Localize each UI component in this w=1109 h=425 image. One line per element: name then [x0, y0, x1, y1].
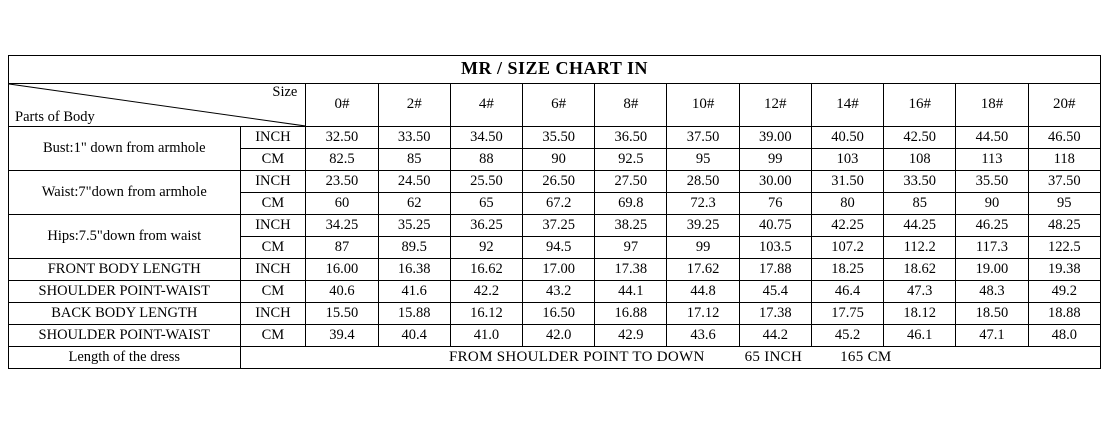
cell-front-inch-7: 18.25 — [811, 259, 883, 281]
table-row — [9, 171, 1101, 193]
cell-front-inch-3: 17.00 — [523, 259, 595, 281]
cell-front-cm-8: 47.3 — [884, 281, 956, 303]
cell-front-inch-9: 19.00 — [956, 259, 1028, 281]
cell-front-cm-5: 44.8 — [667, 281, 739, 303]
cell-back-inch-5: 17.12 — [667, 303, 739, 325]
header-corner-cell — [9, 84, 306, 127]
cell-hips-inch-5: 39.25 — [667, 215, 739, 237]
cell-bust-inch-10: 46.50 — [1028, 127, 1100, 149]
cell-hips-cm-9: 117.3 — [956, 237, 1028, 259]
cell-bust-cm-0: 82.5 — [306, 149, 378, 171]
row-label-waist: Waist:7"down from armhole — [9, 171, 241, 215]
cell-back-cm-4: 42.9 — [595, 325, 667, 347]
cell-hips-inch-9: 46.25 — [956, 215, 1028, 237]
column-header-size-6: 12# — [739, 84, 811, 127]
cell-back-inch-8: 18.12 — [884, 303, 956, 325]
cell-back-cm-9: 47.1 — [956, 325, 1028, 347]
cell-bust-inch-4: 36.50 — [595, 127, 667, 149]
row-label-front-body-length-line1: FRONT BODY LENGTH — [9, 259, 241, 281]
cell-hips-inch-3: 37.25 — [523, 215, 595, 237]
cell-waist-cm-0: 60 — [306, 193, 378, 215]
cell-hips-cm-0: 87 — [306, 237, 378, 259]
cell-back-cm-0: 39.4 — [306, 325, 378, 347]
cell-hips-inch-7: 42.25 — [811, 215, 883, 237]
cell-waist-cm-6: 76 — [739, 193, 811, 215]
row-unit-waist-cm: CM — [240, 193, 306, 215]
cell-bust-inch-3: 35.50 — [523, 127, 595, 149]
table-row — [9, 325, 1101, 347]
cell-back-cm-6: 44.2 — [739, 325, 811, 347]
row-unit-back-cm: CM — [240, 325, 306, 347]
cell-front-inch-8: 18.62 — [884, 259, 956, 281]
cell-back-inch-7: 17.75 — [811, 303, 883, 325]
cell-front-cm-0: 40.6 — [306, 281, 378, 303]
row-unit-bust-inch: INCH — [240, 127, 306, 149]
cell-front-inch-5: 17.62 — [667, 259, 739, 281]
row-unit-front-inch: INCH — [240, 259, 306, 281]
cell-back-inch-2: 16.12 — [450, 303, 522, 325]
cell-waist-inch-5: 28.50 — [667, 171, 739, 193]
row-unit-hips-inch: INCH — [240, 215, 306, 237]
cell-back-inch-9: 18.50 — [956, 303, 1028, 325]
cell-bust-cm-1: 85 — [378, 149, 450, 171]
cell-front-cm-7: 46.4 — [811, 281, 883, 303]
cell-bust-cm-2: 88 — [450, 149, 522, 171]
column-header-size-8: 16# — [884, 84, 956, 127]
cell-back-inch-1: 15.88 — [378, 303, 450, 325]
cell-hips-cm-1: 89.5 — [378, 237, 450, 259]
cell-bust-inch-0: 32.50 — [306, 127, 378, 149]
cell-back-cm-3: 42.0 — [523, 325, 595, 347]
cell-bust-inch-2: 34.50 — [450, 127, 522, 149]
column-header-size-5: 10# — [667, 84, 739, 127]
footer-label: Length of the dress — [9, 347, 241, 369]
cell-waist-inch-10: 37.50 — [1028, 171, 1100, 193]
cell-waist-inch-1: 24.50 — [378, 171, 450, 193]
cell-front-cm-3: 43.2 — [523, 281, 595, 303]
column-header-size-2: 4# — [450, 84, 522, 127]
column-header-size-1: 2# — [378, 84, 450, 127]
column-header-size-4: 8# — [595, 84, 667, 127]
table-row — [9, 303, 1101, 325]
cell-back-cm-8: 46.1 — [884, 325, 956, 347]
column-header-size-3: 6# — [523, 84, 595, 127]
cell-waist-cm-4: 69.8 — [595, 193, 667, 215]
cell-hips-inch-0: 34.25 — [306, 215, 378, 237]
cell-hips-inch-10: 48.25 — [1028, 215, 1100, 237]
cell-bust-cm-5: 95 — [667, 149, 739, 171]
table-row — [9, 259, 1101, 281]
cell-back-inch-10: 18.88 — [1028, 303, 1100, 325]
cell-back-cm-7: 45.2 — [811, 325, 883, 347]
cell-bust-cm-3: 90 — [523, 149, 595, 171]
column-header-size-10: 20# — [1028, 84, 1100, 127]
table-row-footer — [9, 347, 1101, 369]
cell-hips-inch-4: 38.25 — [595, 215, 667, 237]
cell-front-cm-1: 41.6 — [378, 281, 450, 303]
cell-front-cm-2: 42.2 — [450, 281, 522, 303]
cell-front-inch-6: 17.88 — [739, 259, 811, 281]
cell-waist-cm-8: 85 — [884, 193, 956, 215]
page-title: MR / SIZE CHART IN — [9, 56, 1101, 84]
cell-bust-inch-6: 39.00 — [739, 127, 811, 149]
footer-text-part3: 165 CM — [840, 348, 892, 365]
footer-text-part1: FROM SHOULDER POINT TO DOWN — [448, 348, 705, 365]
cell-hips-cm-4: 97 — [595, 237, 667, 259]
cell-bust-cm-6: 99 — [739, 149, 811, 171]
row-label-bust: Bust:1" down from armhole — [9, 127, 241, 171]
cell-hips-cm-7: 107.2 — [811, 237, 883, 259]
cell-bust-cm-9: 113 — [956, 149, 1028, 171]
cell-waist-cm-10: 95 — [1028, 193, 1100, 215]
cell-waist-inch-7: 31.50 — [811, 171, 883, 193]
cell-waist-inch-9: 35.50 — [956, 171, 1028, 193]
cell-front-inch-0: 16.00 — [306, 259, 378, 281]
cell-waist-cm-3: 67.2 — [523, 193, 595, 215]
cell-waist-inch-6: 30.00 — [739, 171, 811, 193]
cell-back-cm-1: 40.4 — [378, 325, 450, 347]
cell-hips-cm-2: 92 — [450, 237, 522, 259]
cell-hips-cm-6: 103.5 — [739, 237, 811, 259]
table-row — [9, 215, 1101, 237]
size-chart-table — [8, 55, 1101, 369]
cell-waist-inch-3: 26.50 — [523, 171, 595, 193]
cell-bust-inch-1: 33.50 — [378, 127, 450, 149]
cell-bust-cm-4: 92.5 — [595, 149, 667, 171]
header-parts-label: Parts of Body — [15, 108, 95, 125]
cell-back-cm-2: 41.0 — [450, 325, 522, 347]
cell-back-cm-5: 43.6 — [667, 325, 739, 347]
cell-back-inch-0: 15.50 — [306, 303, 378, 325]
footer-text — [240, 347, 1100, 369]
cell-waist-cm-5: 72.3 — [667, 193, 739, 215]
cell-waist-inch-4: 27.50 — [595, 171, 667, 193]
row-label-back-body-length-line2: SHOULDER POINT-WAIST — [9, 325, 241, 347]
table-row — [9, 281, 1101, 303]
table-row-title — [9, 56, 1101, 84]
table-row-header — [9, 84, 1101, 127]
table-row — [9, 127, 1101, 149]
cell-waist-cm-1: 62 — [378, 193, 450, 215]
cell-bust-cm-8: 108 — [884, 149, 956, 171]
cell-waist-inch-0: 23.50 — [306, 171, 378, 193]
cell-waist-inch-2: 25.50 — [450, 171, 522, 193]
row-label-back-body-length-line1: BACK BODY LENGTH — [9, 303, 241, 325]
row-label-front-body-length-line2: SHOULDER POINT-WAIST — [9, 281, 241, 303]
cell-front-cm-4: 44.1 — [595, 281, 667, 303]
cell-hips-cm-10: 122.5 — [1028, 237, 1100, 259]
cell-bust-cm-7: 103 — [811, 149, 883, 171]
cell-front-inch-1: 16.38 — [378, 259, 450, 281]
row-unit-back-inch: INCH — [240, 303, 306, 325]
cell-back-inch-4: 16.88 — [595, 303, 667, 325]
cell-bust-inch-7: 40.50 — [811, 127, 883, 149]
cell-hips-cm-5: 99 — [667, 237, 739, 259]
column-header-size-7: 14# — [811, 84, 883, 127]
row-unit-hips-cm: CM — [240, 237, 306, 259]
cell-front-cm-10: 49.2 — [1028, 281, 1100, 303]
cell-front-inch-4: 17.38 — [595, 259, 667, 281]
cell-hips-cm-8: 112.2 — [884, 237, 956, 259]
cell-bust-inch-9: 44.50 — [956, 127, 1028, 149]
cell-hips-inch-1: 35.25 — [378, 215, 450, 237]
cell-front-cm-9: 48.3 — [956, 281, 1028, 303]
cell-back-inch-3: 16.50 — [523, 303, 595, 325]
cell-front-cm-6: 45.4 — [739, 281, 811, 303]
column-header-size-0: 0# — [306, 84, 378, 127]
cell-hips-inch-2: 36.25 — [450, 215, 522, 237]
cell-bust-inch-8: 42.50 — [884, 127, 956, 149]
row-label-hips: Hips:7.5"down from waist — [9, 215, 241, 259]
cell-back-cm-10: 48.0 — [1028, 325, 1100, 347]
row-unit-bust-cm: CM — [240, 149, 306, 171]
cell-bust-cm-10: 118 — [1028, 149, 1100, 171]
row-unit-waist-inch: INCH — [240, 171, 306, 193]
cell-front-inch-2: 16.62 — [450, 259, 522, 281]
cell-front-inch-10: 19.38 — [1028, 259, 1100, 281]
column-header-size-9: 18# — [956, 84, 1028, 127]
cell-back-inch-6: 17.38 — [739, 303, 811, 325]
cell-waist-cm-7: 80 — [811, 193, 883, 215]
cell-hips-cm-3: 94.5 — [523, 237, 595, 259]
cell-hips-inch-8: 44.25 — [884, 215, 956, 237]
cell-waist-inch-8: 33.50 — [884, 171, 956, 193]
header-size-label: Size — [272, 84, 298, 100]
cell-bust-inch-5: 37.50 — [667, 127, 739, 149]
cell-waist-cm-2: 65 — [450, 193, 522, 215]
cell-hips-inch-6: 40.75 — [739, 215, 811, 237]
row-unit-front-cm: CM — [240, 281, 306, 303]
size-chart-container — [8, 55, 1101, 369]
footer-text-part2: 65 INCH — [744, 348, 803, 365]
cell-waist-cm-9: 90 — [956, 193, 1028, 215]
